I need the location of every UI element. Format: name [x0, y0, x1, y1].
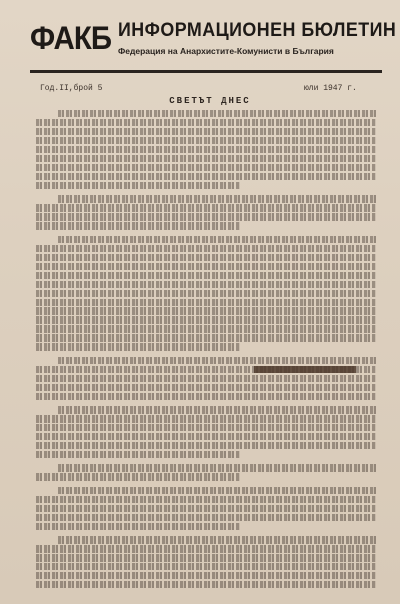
text-line [36, 473, 240, 480]
text-line [36, 514, 376, 521]
text-line [36, 415, 376, 422]
body-paragraph [36, 110, 376, 189]
body-paragraph [36, 487, 376, 530]
text-line [36, 316, 376, 323]
text-line [36, 245, 376, 252]
text-line [58, 536, 376, 543]
text-line [36, 128, 376, 135]
body-paragraph [36, 536, 376, 588]
text-line [36, 581, 376, 588]
masthead [30, 18, 397, 64]
text-line [58, 195, 376, 202]
text-line [36, 272, 376, 279]
federation-subtitle: Федерация на Анархистите-Комунисти в България [118, 46, 334, 56]
text-line [36, 164, 376, 171]
body-paragraph [36, 406, 376, 458]
text-line [36, 325, 376, 332]
text-line [36, 137, 376, 144]
text-line [36, 155, 376, 162]
text-line [58, 110, 376, 117]
article-heading: СВЕТЪТ ДНЕС [169, 96, 251, 106]
text-line [58, 406, 376, 413]
body-paragraph [36, 464, 376, 480]
text-line [36, 222, 240, 229]
text-line [36, 182, 240, 189]
text-line [36, 343, 240, 350]
text-line [36, 375, 376, 382]
text-line [58, 357, 376, 364]
body-paragraph [36, 236, 376, 351]
issue-date: юли 1947 г. [304, 84, 357, 93]
masthead-rule [30, 70, 382, 73]
text-line [36, 204, 376, 211]
text-line [36, 146, 376, 153]
text-line [58, 487, 376, 494]
text-line [36, 442, 376, 449]
text-line [36, 334, 376, 341]
text-line [36, 496, 376, 503]
text-line [58, 236, 376, 243]
text-line [36, 213, 376, 220]
text-line [36, 523, 240, 530]
text-line [36, 451, 240, 458]
text-line [36, 563, 376, 570]
text-line [36, 424, 376, 431]
bulletin-title: ИНФОРМАЦИОНЕН БЮЛЕТИН [118, 20, 397, 41]
text-line [36, 299, 376, 306]
text-line [36, 545, 376, 552]
text-line [36, 505, 376, 512]
publisher-logo: ФАКБ [30, 20, 112, 56]
text-line [36, 384, 376, 391]
underlined-phrase [254, 366, 356, 373]
article-body [36, 110, 376, 594]
text-line [36, 393, 376, 400]
text-line [36, 307, 376, 314]
text-line [36, 254, 376, 261]
body-paragraph [36, 195, 376, 229]
issue-reference: Год.II,брой 5 [40, 84, 103, 93]
text-line [36, 433, 376, 440]
text-line [36, 281, 376, 288]
text-line [36, 554, 376, 561]
text-line [36, 119, 376, 126]
body-paragraph [36, 357, 376, 400]
text-line [36, 263, 376, 270]
text-line [36, 572, 376, 579]
text-line [36, 290, 376, 297]
text-line [58, 464, 376, 471]
text-line [36, 173, 376, 180]
